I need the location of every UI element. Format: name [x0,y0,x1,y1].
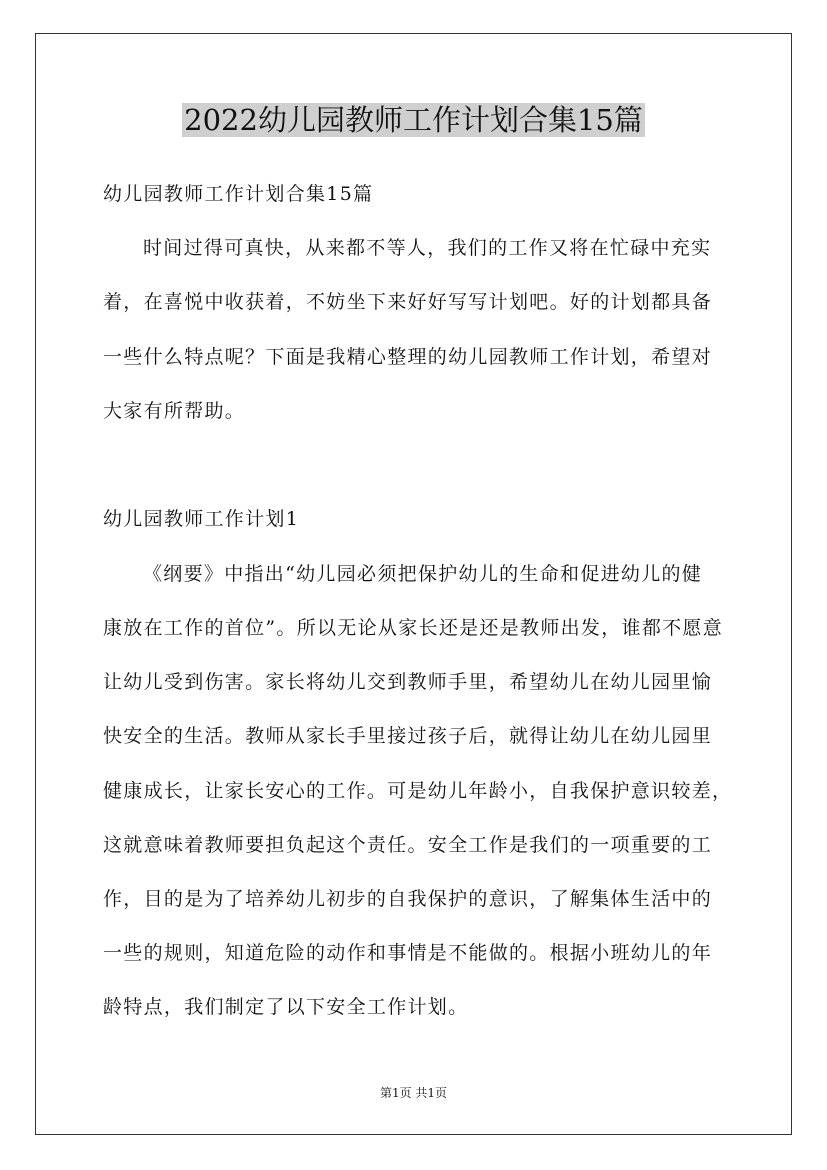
subtitle: 幼儿园教师工作计划合集15篇 [103,183,374,205]
intro-line: 时间过得可真快，从来都不等人，我们的工作又将在忙碌中充实 [143,237,712,259]
document-title-row [0,100,827,140]
body-line: 一些的规则，知道危险的动作和事情是不能做的。根据小班幼儿的年 [103,942,713,964]
body-line: 龄特点，我们制定了以下安全工作计划。 [103,996,469,1018]
intro-line: 一些什么特点呢？下面是我精心整理的幼儿园教师工作计划，希望对 [103,346,713,368]
body-line: 健康成长，让家长安心的工作。可是幼儿年龄小，自我保护意识较差， [103,780,733,802]
body-line: 让幼儿受到伤害。家长将幼儿交到教师手里，希望幼儿在幼儿园里愉 [103,671,713,693]
intro-line: 大家有所帮助。 [103,400,246,422]
body-line: 康放在工作的首位”。所以无论从家长还是还是教师出发，谁都不愿意 [103,617,724,639]
body-line: 这就意味着教师要担负起这个责任。安全工作是我们的一项重要的工 [103,834,713,856]
body-line: 作，目的是为了培养幼儿初步的自我保护的意识，了解集体生活中的 [103,888,713,910]
section-heading: 幼儿园教师工作计划1 [103,508,300,530]
body-line: 《纲要》中指出“幼儿园必须把保护幼儿的生命和促进幼儿的健 [143,563,703,585]
intro-line: 着，在喜悦中收获着，不妨坐下来好好写写计划吧。好的计划都具备 [103,291,713,313]
page-footer: 第1页 共1页 [379,1086,448,1100]
body-line: 快安全的生活。教师从家长手里接过孩子后，就得让幼儿在幼儿园里 [103,725,713,747]
document-title: 2022幼儿园教师工作计划合集15篇 [184,103,643,137]
